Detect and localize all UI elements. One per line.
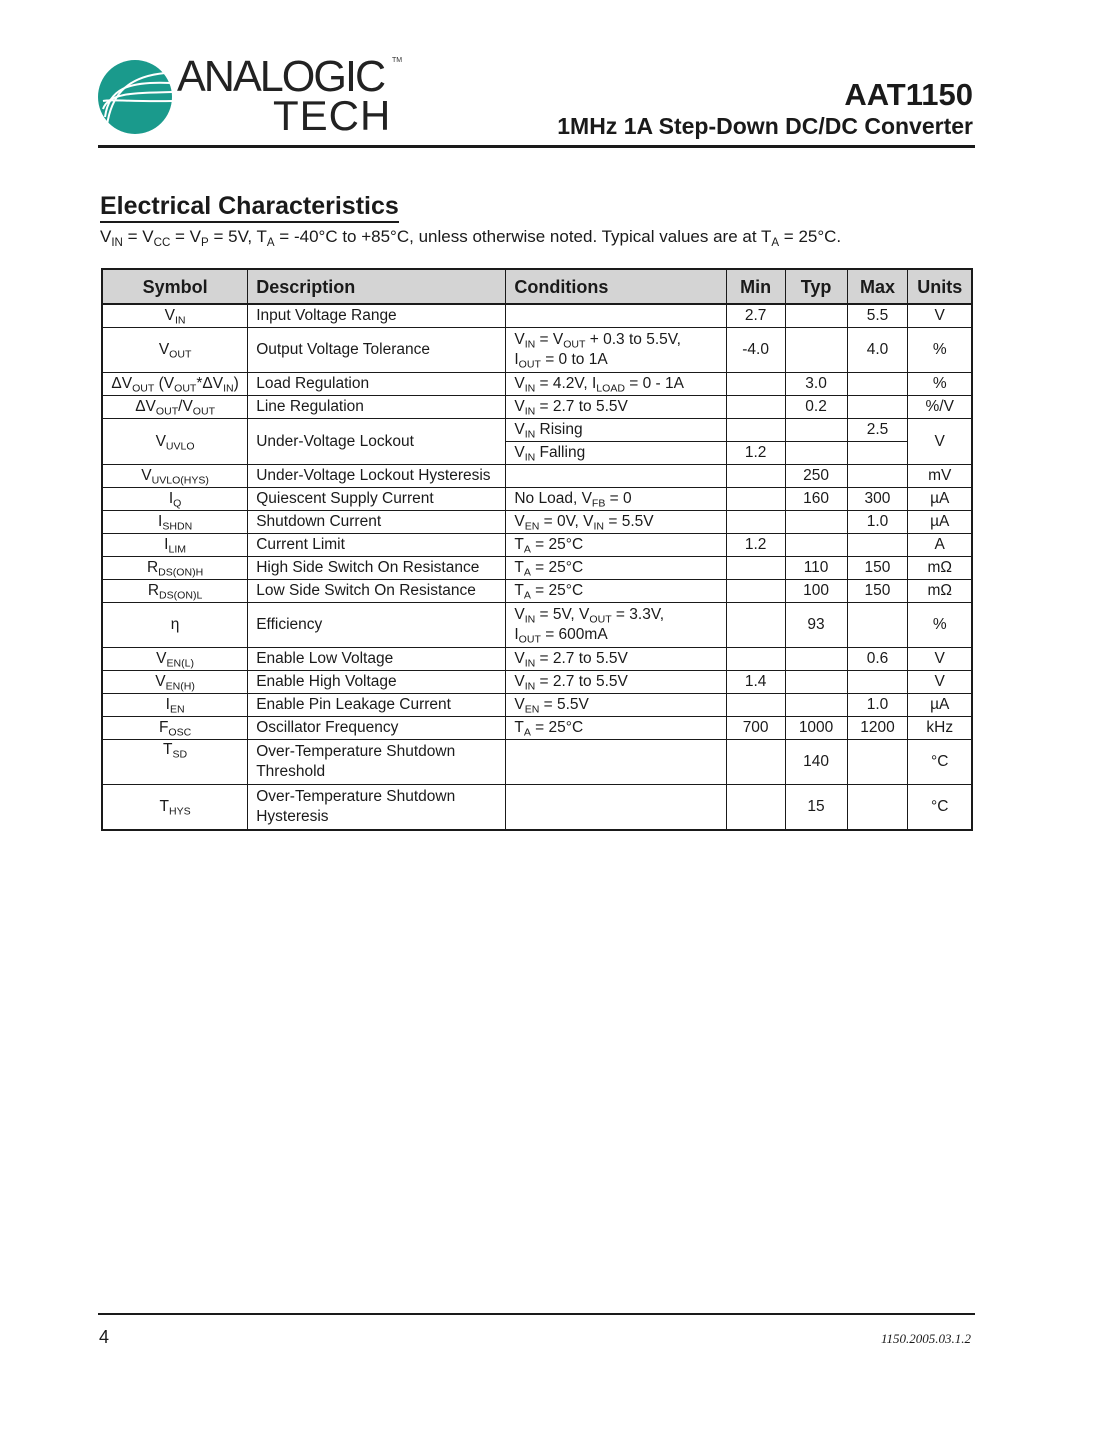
description-cell: Output Voltage Tolerance — [248, 328, 506, 373]
typ-cell: 93 — [785, 603, 847, 648]
conditions-cell: $T_A = 25^\circ C$ — [506, 534, 726, 557]
max-cell: 150 — [847, 580, 908, 603]
section-title: Electrical Characteristics — [100, 191, 399, 223]
typ-cell: 250 — [785, 465, 847, 488]
typ-cell: 100 — [785, 580, 847, 603]
max-cell: 1.0 — [847, 511, 908, 534]
typ-cell: 1000 — [785, 717, 847, 740]
typ-cell: 140 — [785, 740, 847, 785]
symbol-cell: $F_{OSC}$ — [102, 717, 248, 740]
table-row — [102, 534, 972, 557]
table-row — [102, 396, 972, 419]
min-cell — [726, 488, 785, 511]
min-cell — [726, 465, 785, 488]
min-cell — [726, 740, 785, 785]
units-cell: % — [908, 328, 972, 373]
min-cell — [726, 557, 785, 580]
typ-cell — [785, 442, 847, 465]
conditions-cell: No Load, $V_{FB} = 0$ — [506, 488, 726, 511]
symbol-cell: $V_{EN(H)}$ — [102, 671, 248, 694]
description-cell: Efficiency — [248, 603, 506, 648]
units-cell: % — [908, 603, 972, 648]
description-cell: Input Voltage Range — [248, 304, 506, 328]
symbol-cell: $I_{LIM}$ — [102, 534, 248, 557]
typ-cell: 15 — [785, 785, 847, 831]
table-row — [102, 328, 972, 373]
table-row — [102, 717, 972, 740]
min-cell — [726, 511, 785, 534]
logo-globe-icon — [97, 59, 173, 135]
footer-divider — [98, 1313, 975, 1315]
symbol-cell: $V_{IN}$ — [102, 304, 248, 328]
table-row — [102, 465, 972, 488]
description-cell: Quiescent Supply Current — [248, 488, 506, 511]
symbol-cell: $R_{DS(ON)L}$ — [102, 580, 248, 603]
typ-cell — [785, 328, 847, 373]
conditions-cell — [506, 740, 726, 785]
symbol-cell: $V_{UVLO}$ — [102, 419, 248, 465]
units-cell: µA — [908, 694, 972, 717]
symbol-cell: $I_Q$ — [102, 488, 248, 511]
description-cell: Over-Temperature Shutdown Threshold — [248, 740, 506, 785]
units-cell: µA — [908, 488, 972, 511]
min-cell — [726, 396, 785, 419]
max-cell — [847, 465, 908, 488]
description-cell: Enable Low Voltage — [248, 648, 506, 671]
conditions-cell: $V_{IN} = V_{OUT} + 0.3$ to 5.5V, $I_{OUT} = 0$ to 1A — [506, 328, 726, 373]
conditions-cell: $V_{IN} = 2.7$ to 5.5V — [506, 671, 726, 694]
symbol-cell: $T_{SD}$ — [102, 740, 248, 785]
description-cell: Load Regulation — [248, 373, 506, 396]
units-cell: mΩ — [908, 580, 972, 603]
table-row — [102, 740, 972, 785]
typ-cell — [785, 648, 847, 671]
column-header-units: Units — [908, 269, 972, 304]
symbol-cell: $V_{EN(L)}$ — [102, 648, 248, 671]
min-cell: 1.4 — [726, 671, 785, 694]
units-cell: %/V — [908, 396, 972, 419]
document-header — [557, 78, 973, 140]
conditions-cell: $T_A = 25^\circ C$ — [506, 717, 726, 740]
min-cell — [726, 603, 785, 648]
description-cell: Low Side Switch On Resistance — [248, 580, 506, 603]
units-cell: kHz — [908, 717, 972, 740]
max-cell: 2.5 — [847, 419, 908, 442]
max-cell: 1.0 — [847, 694, 908, 717]
conditions-cell: $V_{EN} = 0V$, $V_{IN} = 5.5V$ — [506, 511, 726, 534]
units-cell: V — [908, 648, 972, 671]
typ-cell: 110 — [785, 557, 847, 580]
table-row — [102, 557, 972, 580]
description-cell: Shutdown Current — [248, 511, 506, 534]
description-cell: Enable Pin Leakage Current — [248, 694, 506, 717]
page-number: 4 — [99, 1327, 110, 1347]
table-row — [102, 603, 972, 648]
column-header-symbol: Symbol — [102, 269, 248, 304]
symbol-cell: $V_{UVLO(HYS)}$ — [102, 465, 248, 488]
description-cell: Enable High Voltage — [248, 671, 506, 694]
max-cell: 300 — [847, 488, 908, 511]
table-row — [102, 419, 972, 442]
symbol-cell: $\Delta V_{OUT}/V_{OUT}$ — [102, 396, 248, 419]
max-cell — [847, 396, 908, 419]
trademark-symbol: TM — [392, 57, 403, 64]
header-divider — [98, 145, 975, 148]
conditions-cell: $V_{IN}$ Falling — [506, 442, 726, 465]
document-id: 1150.2005.03.1.2 — [880, 1331, 971, 1346]
conditions-cell: $T_A = 25^\circ C$ — [506, 580, 726, 603]
max-cell — [847, 785, 908, 831]
table-header-row — [102, 269, 972, 304]
units-cell: mV — [908, 465, 972, 488]
typ-cell: 3.0 — [785, 373, 847, 396]
min-cell: -4.0 — [726, 328, 785, 373]
description-cell: Line Regulation — [248, 396, 506, 419]
typ-cell — [785, 304, 847, 328]
units-cell: µA — [908, 511, 972, 534]
min-cell — [726, 580, 785, 603]
description-cell: Current Limit — [248, 534, 506, 557]
max-cell — [847, 740, 908, 785]
units-cell: A — [908, 534, 972, 557]
logo-wordmark-tech: TECH — [273, 92, 392, 139]
min-cell — [726, 648, 785, 671]
conditions-cell — [506, 785, 726, 831]
units-cell: V — [908, 419, 972, 465]
table-row — [102, 304, 972, 328]
table-row — [102, 373, 972, 396]
description-cell: Under-Voltage Lockout — [248, 419, 506, 465]
conditions-cell: $V_{IN} = 2.7$ to 5.5V — [506, 396, 726, 419]
max-cell: 1200 — [847, 717, 908, 740]
symbol-cell: $R_{DS(ON)H}$ — [102, 557, 248, 580]
typ-cell — [785, 511, 847, 534]
typ-cell — [785, 671, 847, 694]
conditions-cell: $V_{EN} = 5.5V$ — [506, 694, 726, 717]
analogictech-logo — [97, 52, 417, 139]
min-cell: 1.2 — [726, 534, 785, 557]
max-cell — [847, 373, 908, 396]
units-cell: °C — [908, 785, 972, 831]
typ-cell — [785, 534, 847, 557]
symbol-cell: $I_{EN}$ — [102, 694, 248, 717]
column-header-typ: Typ — [785, 269, 847, 304]
conditions-cell: $V_{IN} = 2.7$ to 5.5V — [506, 648, 726, 671]
min-cell — [726, 785, 785, 831]
description-cell: Oscillator Frequency — [248, 717, 506, 740]
column-header-description: Description — [248, 269, 506, 304]
symbol-cell: $I_{SHDN}$ — [102, 511, 248, 534]
min-cell — [726, 694, 785, 717]
typ-cell: 0.2 — [785, 396, 847, 419]
table-row — [102, 785, 972, 831]
min-cell — [726, 373, 785, 396]
min-cell — [726, 419, 785, 442]
max-cell — [847, 671, 908, 694]
section-conditions-note: $V_{IN} = V_{CC} = V_P = 5V$, $T_A = -40^\circ C$ to +85°C, unless otherwise noted. Typical values are at $T_A = 25^\circ C$. — [100, 227, 842, 250]
units-cell: °C — [908, 740, 972, 785]
max-cell: 5.5 — [847, 304, 908, 328]
logo-wordmark-analogic: ANALOGIC — [177, 52, 385, 101]
conditions-cell: $V_{IN} = 4.2V$, $I_{LOAD} = 0 - 1A$ — [506, 373, 726, 396]
conditions-cell: $V_{IN} = 5V$, $V_{OUT} = 3.3V$, $I_{OUT} = 600mA$ — [506, 603, 726, 648]
conditions-cell — [506, 304, 726, 328]
min-cell: 2.7 — [726, 304, 785, 328]
symbol-cell: $V_{OUT}$ — [102, 328, 248, 373]
conditions-cell — [506, 465, 726, 488]
symbol-cell: $\Delta V_{OUT}$ $(V_{OUT}*\Delta V_{IN})$ — [102, 373, 248, 396]
conditions-cell: $V_{IN}$ Rising — [506, 419, 726, 442]
max-cell — [847, 534, 908, 557]
max-cell: 150 — [847, 557, 908, 580]
table-row — [102, 511, 972, 534]
description-cell: Over-Temperature Shutdown Hysteresis — [248, 785, 506, 831]
max-cell — [847, 442, 908, 465]
table-row — [102, 671, 972, 694]
table-row — [102, 488, 972, 511]
typ-cell: 160 — [785, 488, 847, 511]
units-cell: % — [908, 373, 972, 396]
column-header-min: Min — [726, 269, 785, 304]
conditions-cell: $T_A = 25^\circ C$ — [506, 557, 726, 580]
table-row — [102, 694, 972, 717]
min-cell: 700 — [726, 717, 785, 740]
symbol-cell: $T_{HYS}$ — [102, 785, 248, 831]
symbol-cell: η — [102, 603, 248, 648]
column-header-max: Max — [847, 269, 908, 304]
product-subtitle: 1MHz 1A Step-Down DC/DC Converter — [557, 113, 973, 139]
electrical-characteristics-table — [101, 268, 973, 831]
max-cell: 4.0 — [847, 328, 908, 373]
table-row — [102, 648, 972, 671]
units-cell: V — [908, 671, 972, 694]
table-row — [102, 580, 972, 603]
description-cell: High Side Switch On Resistance — [248, 557, 506, 580]
typ-cell — [785, 419, 847, 442]
units-cell: mΩ — [908, 557, 972, 580]
units-cell: V — [908, 304, 972, 328]
description-cell: Under-Voltage Lockout Hysteresis — [248, 465, 506, 488]
min-cell: 1.2 — [726, 442, 785, 465]
max-cell — [847, 603, 908, 648]
part-number: AAT1150 — [844, 77, 973, 112]
typ-cell — [785, 694, 847, 717]
column-header-conditions: Conditions — [506, 269, 726, 304]
max-cell: 0.6 — [847, 648, 908, 671]
